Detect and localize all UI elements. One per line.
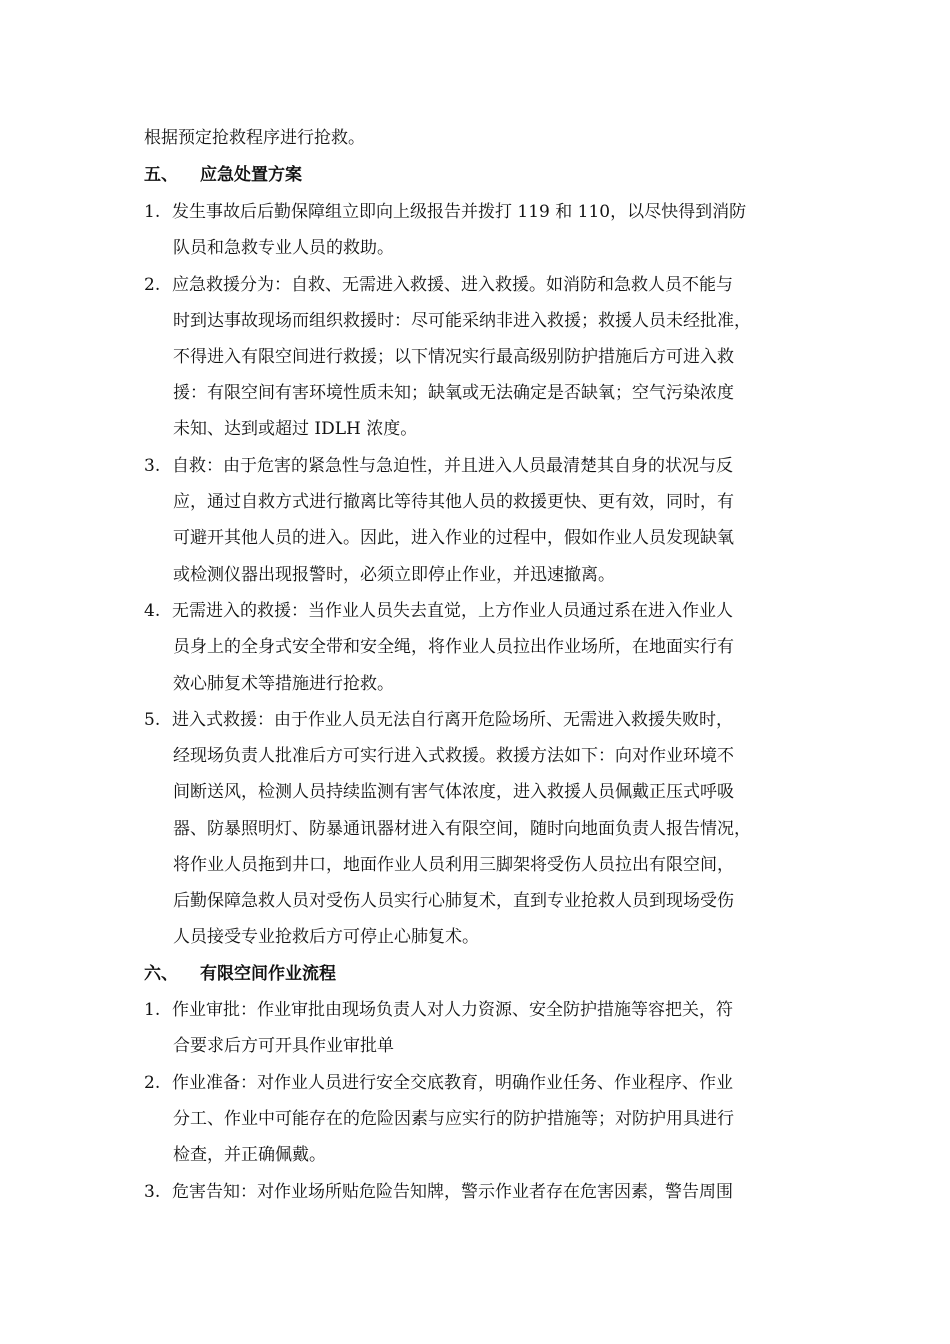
section-5-title: 应急处置方案 <box>200 165 302 185</box>
list-number: 1. <box>144 1000 161 1020</box>
list-text-continued: 后勤保障急救人员对受伤人员实行心肺复术，直到专业抢救人员到现场受伤 <box>173 891 734 911</box>
list-text-continued: 检查，并正确佩戴。 <box>173 1145 326 1165</box>
list-text-continued: 队员和急救专业人员的救助。 <box>173 238 394 258</box>
list-number: 1. <box>144 202 161 222</box>
list-text-continued: 将作业人员拖到井口，地面作业人员利用三脚架将受伤人员拉出有限空间， <box>173 855 734 875</box>
list-text-continued: 员身上的全身式安全带和安全绳，将作业人员拉出作业场所，在地面实行有 <box>173 637 734 657</box>
section-6-title: 有限空间作业流程 <box>200 964 336 984</box>
list-text-continued: 器、防暴照明灯、防暴通讯器材进入有限空间，随时向地面负责人报告情况， <box>173 819 751 839</box>
intro-line: 根据预定抢救程序进行抢救。 <box>144 128 365 148</box>
section-5-number: 五、 <box>144 165 178 185</box>
list-text-continued: 效心肺复术等措施进行抢救。 <box>173 674 394 694</box>
list-number: 3. <box>144 456 161 476</box>
list-number: 2. <box>144 1073 161 1093</box>
list-item <box>144 1178 733 1206</box>
list-item <box>144 271 733 299</box>
section-6-heading <box>144 960 336 988</box>
list-number: 3. <box>144 1182 161 1202</box>
list-text: 作业审批：作业审批由现场负责人对人力资源、安全防护措施等容把关，符 <box>172 1000 733 1020</box>
list-text-continued: 分工、作业中可能存在的危险因素与应实行的防护措施等；对防护用具进行 <box>173 1109 734 1129</box>
list-text-continued: 可避开其他人员的进入。因此，进入作业的过程中，假如作业人员发现缺氧 <box>173 528 734 548</box>
list-text: 进入式救援：由于作业人员无法自行离开危险场所、无需进入救援失败时， <box>172 710 733 730</box>
list-item <box>144 706 733 734</box>
list-text-continued: 未知、达到或超过 IDLH 浓度。 <box>173 419 418 439</box>
list-text-continued: 或检测仪器出现报警时，必须立即停止作业，并迅速撤离。 <box>173 565 615 585</box>
list-text-continued: 合要求后方可开具作业审批单 <box>173 1036 394 1056</box>
section-5-heading <box>144 161 302 189</box>
list-text: 危害告知：对作业场所贴危险告知牌，警示作业者存在危害因素，警告周围 <box>172 1182 733 1202</box>
list-text: 应急救援分为：自救、无需进入救援、进入救援。如消防和急救人员不能与 <box>172 275 733 295</box>
list-text-continued: 不得进入有限空间进行救援；以下情况实行最高级别防护措施后方可进入救 <box>173 347 734 367</box>
list-text-continued: 时到达事故现场而组织救援时：尽可能采纳非进入救援；救援人员未经批准， <box>173 311 751 331</box>
list-item <box>144 198 746 226</box>
list-text-continued: 应，通过自救方式进行撤离比等待其他人员的救援更快、更有效，同时，有 <box>173 492 734 512</box>
list-text: 自救：由于危害的紧急性与急迫性，并且进入人员最清楚其自身的状况与反 <box>172 456 733 476</box>
list-text-continued: 经现场负责人批准后方可实行进入式救援。救援方法如下：向对作业环境不 <box>173 746 734 766</box>
list-item <box>144 452 733 480</box>
list-text-continued: 人员接受专业抢救后方可停止心肺复术。 <box>173 927 479 947</box>
list-text-continued: 间断送风，检测人员持续监测有害气体浓度，进入救援人员佩戴正压式呼吸 <box>173 782 734 802</box>
list-item <box>144 996 733 1024</box>
list-text: 发生事故后后勤保障组立即向上级报告并拨打 119 和 110，以尽快得到消防 <box>172 202 747 222</box>
list-number: 5. <box>144 710 161 730</box>
list-item <box>144 1069 733 1097</box>
list-text-continued: 援：有限空间有害环境性质未知；缺氧或无法确定是否缺氧；空气污染浓度 <box>173 383 734 403</box>
section-6-number: 六、 <box>144 964 178 984</box>
list-number: 4. <box>144 601 161 621</box>
list-item <box>144 597 733 625</box>
list-number: 2. <box>144 275 161 295</box>
list-text: 作业准备：对作业人员进行安全交底教育，明确作业任务、作业程序、作业 <box>172 1073 733 1093</box>
list-text: 无需进入的救援：当作业人员失去直觉，上方作业人员通过系在进入作业人 <box>172 601 733 621</box>
